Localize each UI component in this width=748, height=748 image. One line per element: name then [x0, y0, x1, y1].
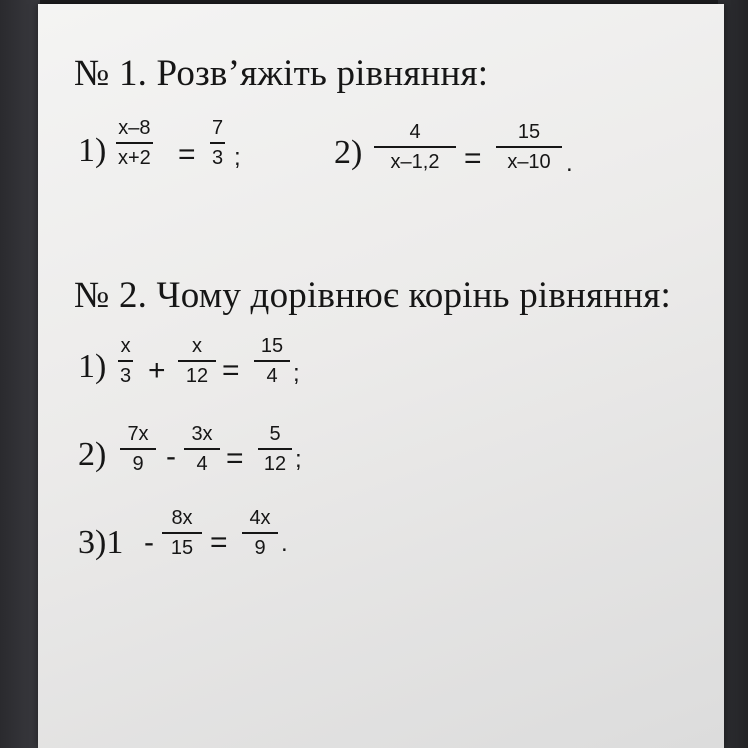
equation-label: 2) — [334, 134, 363, 171]
plus-sign: + — [148, 354, 166, 387]
fraction-rhs — [210, 116, 225, 170]
equation-label: 1) — [78, 348, 107, 385]
denominator: 9 — [254, 537, 266, 559]
fraction-1 — [162, 506, 202, 560]
numerator: 7 — [212, 117, 224, 139]
fraction-1 — [120, 422, 156, 476]
denominator: 9 — [132, 453, 144, 475]
fraction-bar — [210, 142, 225, 144]
fraction-bar — [242, 532, 278, 534]
fraction-rhs — [254, 334, 290, 388]
fraction-bar — [162, 532, 202, 534]
denominator: 12 — [185, 365, 209, 387]
fraction-1 — [118, 334, 133, 388]
fraction-rhs — [496, 120, 562, 174]
equation-label: 3)1 — [78, 524, 124, 561]
numerator: 5 — [269, 423, 281, 445]
semicolon: ; — [293, 360, 300, 387]
fraction-lhs — [116, 116, 153, 170]
fraction-bar — [496, 146, 562, 148]
fraction-bar — [178, 360, 216, 362]
fraction-bar — [254, 360, 290, 362]
minus-sign: - — [144, 526, 154, 559]
fraction-bar — [116, 142, 153, 144]
equation-label: 1) — [78, 132, 107, 169]
fraction-2 — [178, 334, 216, 388]
fraction-bar — [258, 448, 292, 450]
fraction-bar — [374, 146, 456, 148]
numerator: 15 — [260, 335, 284, 357]
denominator: x+2 — [118, 147, 151, 169]
equals-sign: = — [464, 142, 482, 175]
numerator: 7x — [127, 423, 149, 445]
minus-sign: - — [166, 440, 176, 473]
numerator: 4 — [409, 121, 421, 143]
numerator: x — [192, 335, 202, 357]
denominator: 3 — [212, 147, 224, 169]
numerator: 8x — [171, 507, 193, 529]
denominator: 12 — [263, 453, 287, 475]
fraction-rhs — [242, 506, 278, 560]
period: . — [566, 150, 573, 177]
period: . — [281, 530, 288, 557]
fraction-rhs — [258, 422, 292, 476]
numerator: 15 — [517, 121, 541, 143]
denominator: 4 — [196, 453, 208, 475]
worksheet-paper — [38, 4, 724, 748]
task1-title: № 1. Розв’яжіть рівняння: — [74, 53, 489, 94]
numerator: x — [120, 335, 131, 357]
equals-sign: = — [178, 138, 196, 171]
denominator: x–1,2 — [390, 151, 440, 173]
numerator: 3x — [191, 423, 213, 445]
equals-sign: = — [222, 354, 240, 387]
equals-sign: = — [210, 526, 228, 559]
task2-title: № 2. Чому дорівнює корінь рівняння: — [74, 275, 671, 316]
denominator: x–10 — [507, 151, 551, 173]
background-left — [0, 0, 40, 748]
denominator: 3 — [120, 365, 132, 387]
fraction-2 — [184, 422, 220, 476]
semicolon: ; — [234, 144, 241, 171]
equals-sign: = — [226, 442, 244, 475]
fraction-bar — [184, 448, 220, 450]
semicolon: ; — [295, 446, 302, 473]
denominator: 15 — [170, 537, 194, 559]
numerator: 4x — [249, 507, 271, 529]
equation-label: 2) — [78, 436, 107, 473]
fraction-bar — [120, 448, 156, 450]
fraction-bar — [118, 360, 133, 362]
numerator: x–8 — [118, 117, 151, 139]
denominator: 4 — [266, 365, 278, 387]
fraction-lhs — [374, 120, 456, 174]
